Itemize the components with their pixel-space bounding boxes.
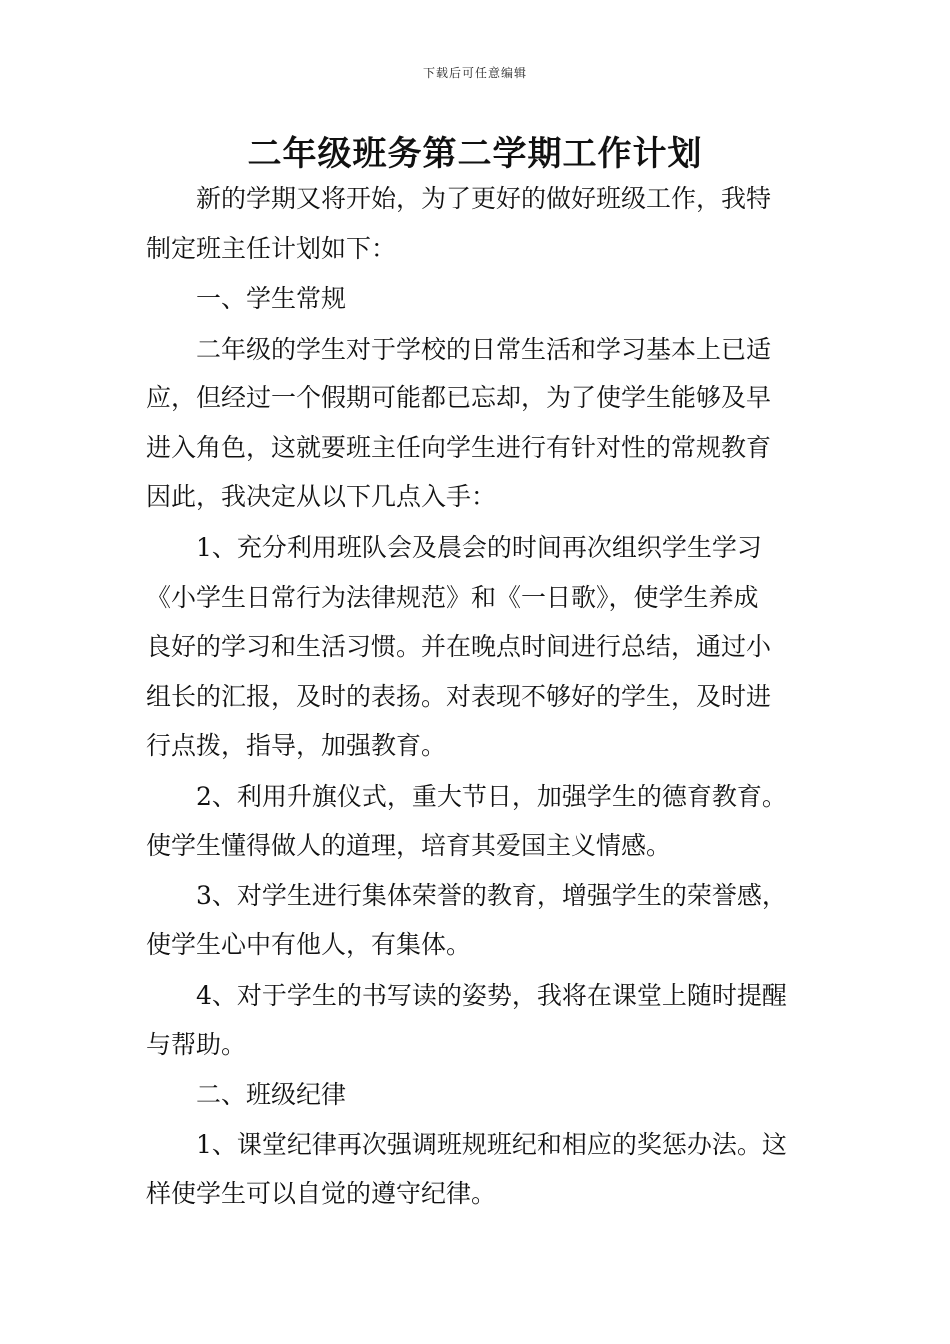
body-line: 二年级的学生对于学校的日常生活和学习基本上已适 xyxy=(146,335,772,364)
body-line: 3、对学生进行集体荣誉的教育，增强学生的荣誉感， xyxy=(146,881,787,910)
body-line: 1、充分利用班队会及晨会的时间再次组织学生学习 xyxy=(146,533,762,562)
body-line: 进入角色，这就要班主任向学生进行有针对性的常规教育 xyxy=(146,433,772,462)
body-line: 行点拨，指导，加强教育。 xyxy=(146,731,447,760)
document-title: 二年级班务第二学期工作计划 xyxy=(247,134,703,174)
body-line: 1、课堂纪律再次强调班规班纪和相应的奖惩办法。这 xyxy=(146,1130,787,1159)
body-line: 制定班主任计划如下： xyxy=(146,234,397,263)
body-line: 《小学生日常行为法律规范》和《一日歌》，使学生养成 xyxy=(146,583,759,612)
section-heading: 二、班级纪律 xyxy=(146,1080,347,1109)
body-line: 样使学生可以自觉的遵守纪律。 xyxy=(146,1179,497,1208)
body-line: 应，但经过一个假期可能都已忘却，为了使学生能够及早 xyxy=(146,383,772,412)
body-line: 新的学期又将开始，为了更好的做好班级工作，我特 xyxy=(146,184,772,213)
section-heading: 一、学生常规 xyxy=(146,284,347,313)
body-line: 因此，我决定从以下几点入手： xyxy=(146,482,497,511)
body-line: 良好的学习和生活习惯。并在晚点时间进行总结，通过小 xyxy=(146,632,772,661)
header-note: 下载后可任意编辑 xyxy=(422,66,527,80)
body-line: 组长的汇报，及时的表扬。对表现不够好的学生，及时进 xyxy=(146,682,772,711)
body-line: 4、对于学生的书写读的姿势，我将在课堂上随时提醒 xyxy=(146,981,787,1010)
body-line: 2、利用升旗仪式，重大节日，加强学生的德育教育。 xyxy=(146,782,787,811)
body-line: 与帮助。 xyxy=(146,1030,247,1059)
body-line: 使学生心中有他人，有集体。 xyxy=(146,930,472,959)
body-line: 使学生懂得做人的道理，培育其爱国主义情感。 xyxy=(146,831,672,860)
